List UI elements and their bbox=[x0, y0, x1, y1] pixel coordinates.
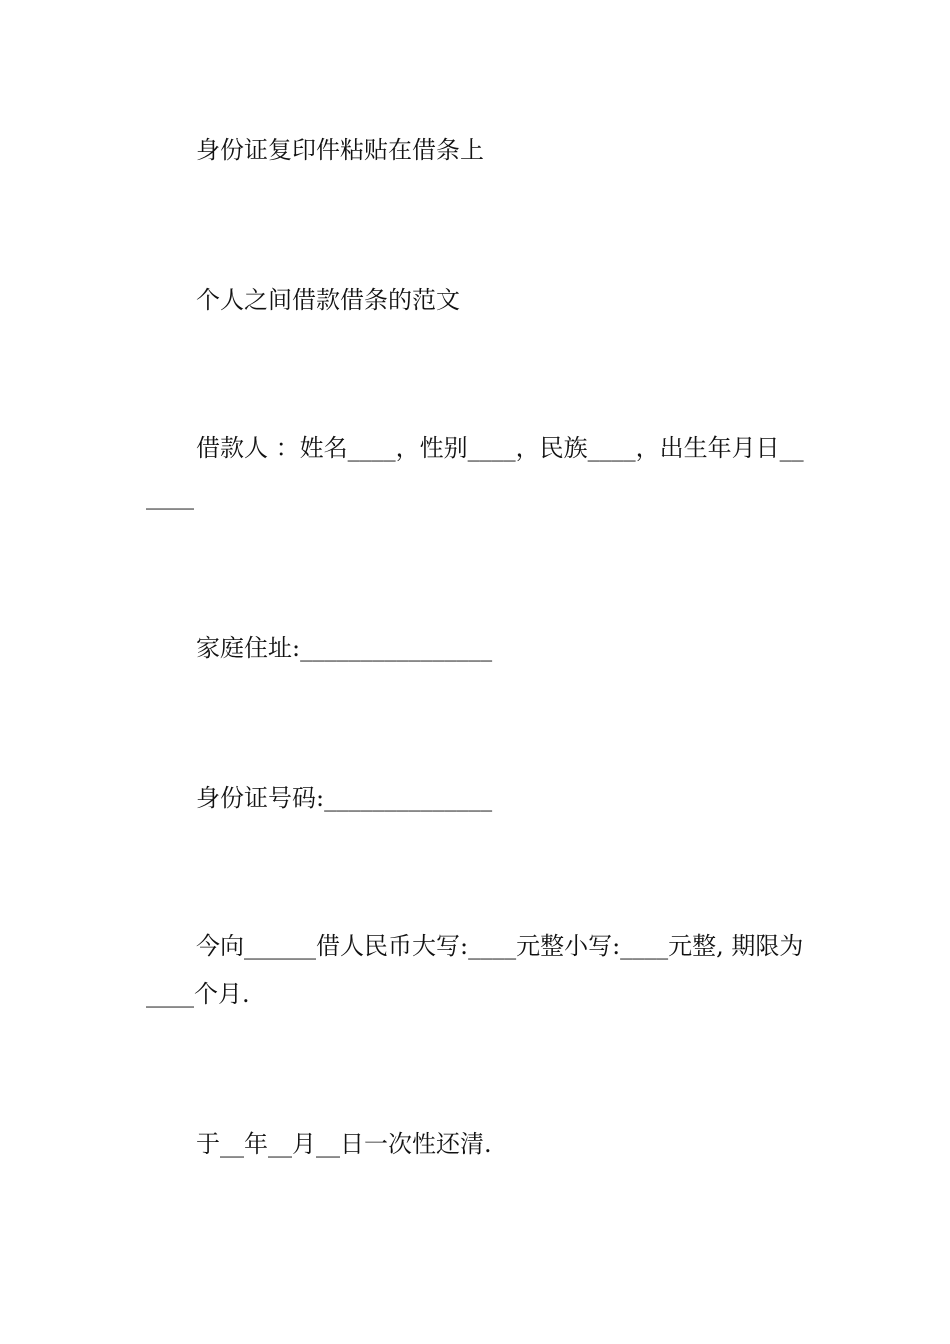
id-number-line: 身份证号码:______________ bbox=[196, 784, 493, 812]
id-copy-note: 身份证复印件粘贴在借条上 bbox=[196, 136, 484, 164]
loan-amount-line: 今向______借人民币大写:____元整小写:____元整, 期限为____个月. bbox=[146, 932, 804, 1008]
home-address-line: 家庭住址:________________ bbox=[196, 634, 493, 662]
repayment-date-line: 于__年__月__日一次性还清. bbox=[196, 1130, 492, 1158]
borrower-info-line: 借款人 ：姓名____，性别____，民族____，出生年月日______ bbox=[146, 434, 804, 510]
document-title: 个人之间借款借条的范文 bbox=[196, 286, 460, 314]
